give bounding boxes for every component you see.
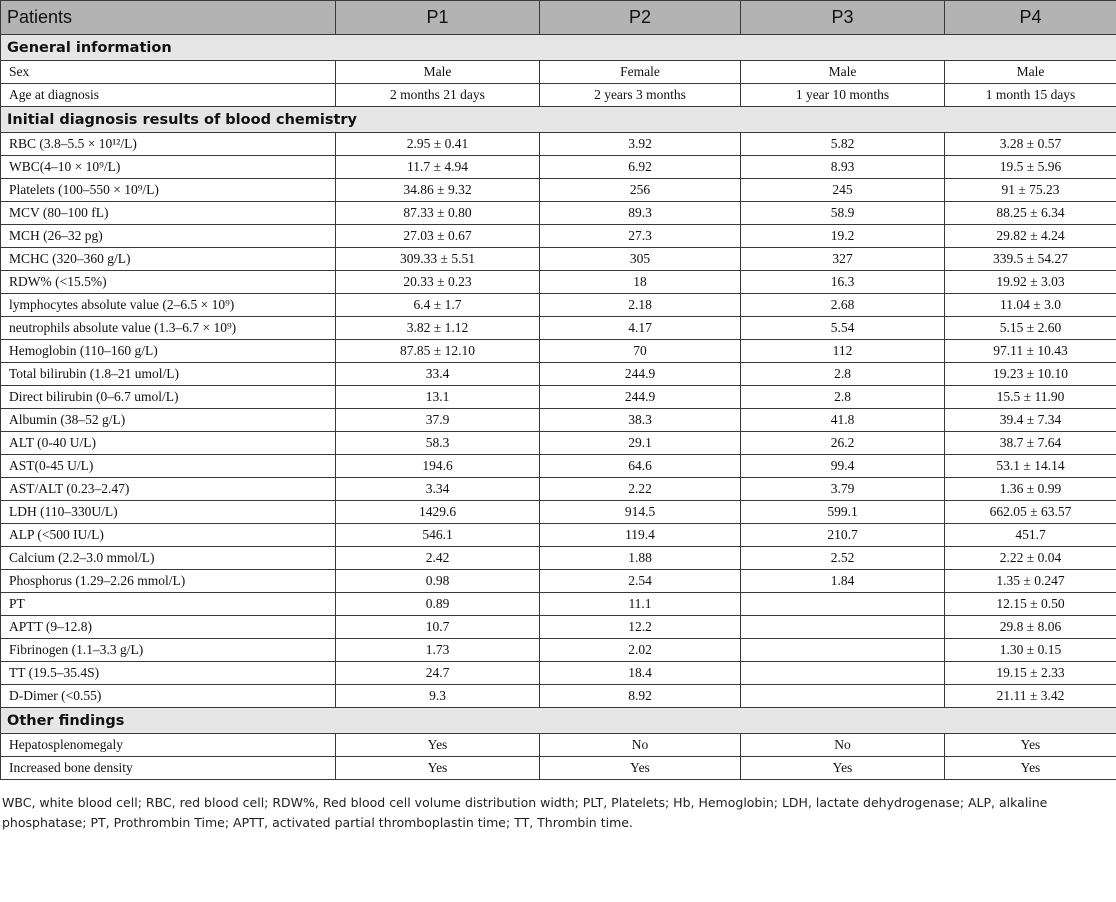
cell-p1: 24.7 — [336, 662, 540, 685]
cell-p1: 2 months 21 days — [336, 84, 540, 107]
row-label: Total bilirubin (1.8–21 umol/L) — [1, 363, 336, 386]
table-row — [1, 202, 1116, 225]
cell-p4: 19.15 ± 2.33 — [945, 662, 1116, 685]
cell-p4: 12.15 ± 0.50 — [945, 593, 1116, 616]
row-label: ALP (<500 IU/L) — [1, 524, 336, 547]
cell-p4: 21.11 ± 3.42 — [945, 685, 1116, 708]
table-row — [1, 639, 1116, 662]
cell-p4: 15.5 ± 11.90 — [945, 386, 1116, 409]
cell-p2: 18.4 — [540, 662, 741, 685]
section-title: General information — [1, 35, 1116, 61]
header-p3: P3 — [741, 1, 945, 35]
cell-p2: 70 — [540, 340, 741, 363]
table-header — [1, 1, 1116, 35]
cell-p1: Yes — [336, 757, 540, 780]
table-row — [1, 501, 1116, 524]
cell-p1: 6.4 ± 1.7 — [336, 294, 540, 317]
cell-p2: 2.02 — [540, 639, 741, 662]
cell-p1: 3.82 ± 1.12 — [336, 317, 540, 340]
cell-p4: 1 month 15 days — [945, 84, 1116, 107]
cell-p4: 19.92 ± 3.03 — [945, 271, 1116, 294]
cell-p2: 2.22 — [540, 478, 741, 501]
cell-p1: 3.34 — [336, 478, 540, 501]
cell-p4: 3.28 ± 0.57 — [945, 133, 1116, 156]
cell-p2: 64.6 — [540, 455, 741, 478]
cell-p2: 89.3 — [540, 202, 741, 225]
table-body — [1, 35, 1116, 780]
cell-p3: 99.4 — [741, 455, 945, 478]
cell-p1: 20.33 ± 0.23 — [336, 271, 540, 294]
cell-p3: 245 — [741, 179, 945, 202]
cell-p4: 662.05 ± 63.57 — [945, 501, 1116, 524]
row-label: Platelets (100–550 × 10⁹/L) — [1, 179, 336, 202]
cell-p4: 29.8 ± 8.06 — [945, 616, 1116, 639]
cell-p2: 244.9 — [540, 386, 741, 409]
cell-p4: 339.5 ± 54.27 — [945, 248, 1116, 271]
row-label: Sex — [1, 61, 336, 84]
cell-p4: 88.25 ± 6.34 — [945, 202, 1116, 225]
row-label: Albumin (38–52 g/L) — [1, 409, 336, 432]
cell-p4: 1.30 ± 0.15 — [945, 639, 1116, 662]
cell-p2: 244.9 — [540, 363, 741, 386]
cell-p1: 34.86 ± 9.32 — [336, 179, 540, 202]
table-row — [1, 616, 1116, 639]
row-label: Age at diagnosis — [1, 84, 336, 107]
cell-p4: 91 ± 75.23 — [945, 179, 1116, 202]
cell-p3: 327 — [741, 248, 945, 271]
table-row — [1, 133, 1116, 156]
cell-p2: 2 years 3 months — [540, 84, 741, 107]
cell-p4: 1.36 ± 0.99 — [945, 478, 1116, 501]
table-row — [1, 84, 1116, 107]
cell-p3: 210.7 — [741, 524, 945, 547]
cell-p1: 58.3 — [336, 432, 540, 455]
cell-p2: 119.4 — [540, 524, 741, 547]
row-label: MCH (26–32 pg) — [1, 225, 336, 248]
row-label: MCHC (320–360 g/L) — [1, 248, 336, 271]
cell-p4: 38.7 ± 7.64 — [945, 432, 1116, 455]
cell-p3: 2.68 — [741, 294, 945, 317]
cell-p2: 914.5 — [540, 501, 741, 524]
row-label: Hepatosplenomegaly — [1, 734, 336, 757]
header-p1: P1 — [336, 1, 540, 35]
cell-p3: 3.79 — [741, 478, 945, 501]
cell-p2: 27.3 — [540, 225, 741, 248]
row-label: ALT (0-40 U/L) — [1, 432, 336, 455]
cell-p1: 87.85 ± 12.10 — [336, 340, 540, 363]
header-patients: Patients — [1, 1, 336, 35]
row-label: Direct bilirubin (0–6.7 umol/L) — [1, 386, 336, 409]
cell-p2: 11.1 — [540, 593, 741, 616]
cell-p3 — [741, 662, 945, 685]
cell-p2: 1.88 — [540, 547, 741, 570]
table-row — [1, 386, 1116, 409]
cell-p3: 41.8 — [741, 409, 945, 432]
cell-p3: 2.8 — [741, 363, 945, 386]
cell-p1: 0.98 — [336, 570, 540, 593]
table-row — [1, 734, 1116, 757]
cell-p1: Male — [336, 61, 540, 84]
cell-p1: 33.4 — [336, 363, 540, 386]
table-row — [1, 271, 1116, 294]
cell-p2: No — [540, 734, 741, 757]
row-label: AST/ALT (0.23–2.47) — [1, 478, 336, 501]
cell-p2: 29.1 — [540, 432, 741, 455]
cell-p2: 18 — [540, 271, 741, 294]
cell-p4: 39.4 ± 7.34 — [945, 409, 1116, 432]
row-label: neutrophils absolute value (1.3–6.7 × 10⁹) — [1, 317, 336, 340]
cell-p2: 305 — [540, 248, 741, 271]
cell-p1: 2.42 — [336, 547, 540, 570]
cell-p4: 53.1 ± 14.14 — [945, 455, 1116, 478]
table-row — [1, 685, 1116, 708]
row-label: Increased bone density — [1, 757, 336, 780]
cell-p3: 1 year 10 months — [741, 84, 945, 107]
table-row — [1, 432, 1116, 455]
cell-p2: 6.92 — [540, 156, 741, 179]
cell-p1: 1.73 — [336, 639, 540, 662]
cell-p4: 19.5 ± 5.96 — [945, 156, 1116, 179]
cell-p1: 309.33 ± 5.51 — [336, 248, 540, 271]
cell-p1: 9.3 — [336, 685, 540, 708]
cell-p2: 2.18 — [540, 294, 741, 317]
row-label: Phosphorus (1.29–2.26 mmol/L) — [1, 570, 336, 593]
cell-p1: 194.6 — [336, 455, 540, 478]
cell-p3 — [741, 685, 945, 708]
cell-p1: 1429.6 — [336, 501, 540, 524]
section-title: Other findings — [1, 708, 1116, 734]
cell-p3 — [741, 593, 945, 616]
row-label: MCV (80–100 fL) — [1, 202, 336, 225]
cell-p1: 87.33 ± 0.80 — [336, 202, 540, 225]
cell-p1: 11.7 ± 4.94 — [336, 156, 540, 179]
row-label: RDW% (<15.5%) — [1, 271, 336, 294]
cell-p1: 37.9 — [336, 409, 540, 432]
table-row — [1, 317, 1116, 340]
cell-p3: 112 — [741, 340, 945, 363]
cell-p2: 3.92 — [540, 133, 741, 156]
section-row — [1, 35, 1116, 61]
table-row — [1, 662, 1116, 685]
cell-p1: 0.89 — [336, 593, 540, 616]
table-row — [1, 478, 1116, 501]
table-row — [1, 547, 1116, 570]
cell-p4: 451.7 — [945, 524, 1116, 547]
row-label: Fibrinogen (1.1–3.3 g/L) — [1, 639, 336, 662]
row-label: TT (19.5–35.4S) — [1, 662, 336, 685]
table-row — [1, 593, 1116, 616]
cell-p4: 2.22 ± 0.04 — [945, 547, 1116, 570]
row-label: D-Dimer (<0.55) — [1, 685, 336, 708]
cell-p4: 19.23 ± 10.10 — [945, 363, 1116, 386]
table-row — [1, 225, 1116, 248]
cell-p4: 5.15 ± 2.60 — [945, 317, 1116, 340]
header-row — [1, 1, 1116, 35]
cell-p4: Male — [945, 61, 1116, 84]
cell-p3: 1.84 — [741, 570, 945, 593]
cell-p3: 19.2 — [741, 225, 945, 248]
table-footnote: WBC, white blood cell; RBC, red blood cell; RDW%, Red blood cell volume distribution width; PLT, Platelets; Hb, Hemoglobin; LDH, lactate dehydrogenase; ALP, alkaline phosphatase; PT, Prothrombin Time; APTT, activated partial thromboplastin time; TT, Thrombin time. — [2, 795, 1048, 830]
cell-p1: Yes — [336, 734, 540, 757]
row-label: APTT (9–12.8) — [1, 616, 336, 639]
cell-p1: 10.7 — [336, 616, 540, 639]
cell-p2: 12.2 — [540, 616, 741, 639]
table-row — [1, 340, 1116, 363]
cell-p2: 2.54 — [540, 570, 741, 593]
cell-p2: Female — [540, 61, 741, 84]
cell-p1: 2.95 ± 0.41 — [336, 133, 540, 156]
table-row — [1, 363, 1116, 386]
cell-p4: 1.35 ± 0.247 — [945, 570, 1116, 593]
row-label: lymphocytes absolute value (2–6.5 × 10⁹) — [1, 294, 336, 317]
cell-p3: Yes — [741, 757, 945, 780]
section-title: Initial diagnosis results of blood chemistry — [1, 107, 1116, 133]
section-row — [1, 708, 1116, 734]
section-row — [1, 107, 1116, 133]
row-label: Hemoglobin (110–160 g/L) — [1, 340, 336, 363]
cell-p4: Yes — [945, 734, 1116, 757]
table-row — [1, 524, 1116, 547]
table-row — [1, 294, 1116, 317]
cell-p3: 2.52 — [741, 547, 945, 570]
cell-p4: 11.04 ± 3.0 — [945, 294, 1116, 317]
cell-p2: 4.17 — [540, 317, 741, 340]
row-label: AST(0-45 U/L) — [1, 455, 336, 478]
row-label: RBC (3.8–5.5 × 10¹²/L) — [1, 133, 336, 156]
table-row — [1, 61, 1116, 84]
table-row — [1, 757, 1116, 780]
cell-p3: 16.3 — [741, 271, 945, 294]
table-row — [1, 409, 1116, 432]
row-label: PT — [1, 593, 336, 616]
cell-p3: 5.54 — [741, 317, 945, 340]
row-label: WBC(4–10 × 10⁹/L) — [1, 156, 336, 179]
cell-p1: 546.1 — [336, 524, 540, 547]
header-p2: P2 — [540, 1, 741, 35]
cell-p3: 599.1 — [741, 501, 945, 524]
cell-p2: Yes — [540, 757, 741, 780]
row-label: Calcium (2.2–3.0 mmol/L) — [1, 547, 336, 570]
table-row — [1, 248, 1116, 271]
cell-p3 — [741, 639, 945, 662]
cell-p3: No — [741, 734, 945, 757]
table-row — [1, 455, 1116, 478]
cell-p2: 8.92 — [540, 685, 741, 708]
table-row — [1, 570, 1116, 593]
cell-p3: 26.2 — [741, 432, 945, 455]
cell-p3: 2.8 — [741, 386, 945, 409]
cell-p1: 13.1 — [336, 386, 540, 409]
table-row — [1, 156, 1116, 179]
cell-p3: 8.93 — [741, 156, 945, 179]
row-label: LDH (110–330U/L) — [1, 501, 336, 524]
cell-p4: 29.82 ± 4.24 — [945, 225, 1116, 248]
cell-p3: 58.9 — [741, 202, 945, 225]
header-p4: P4 — [945, 1, 1116, 35]
cell-p4: 97.11 ± 10.43 — [945, 340, 1116, 363]
cell-p3 — [741, 616, 945, 639]
table-row — [1, 179, 1116, 202]
cell-p2: 256 — [540, 179, 741, 202]
cell-p3: Male — [741, 61, 945, 84]
cell-p1: 27.03 ± 0.67 — [336, 225, 540, 248]
cell-p2: 38.3 — [540, 409, 741, 432]
cell-p3: 5.82 — [741, 133, 945, 156]
cell-p4: Yes — [945, 757, 1116, 780]
